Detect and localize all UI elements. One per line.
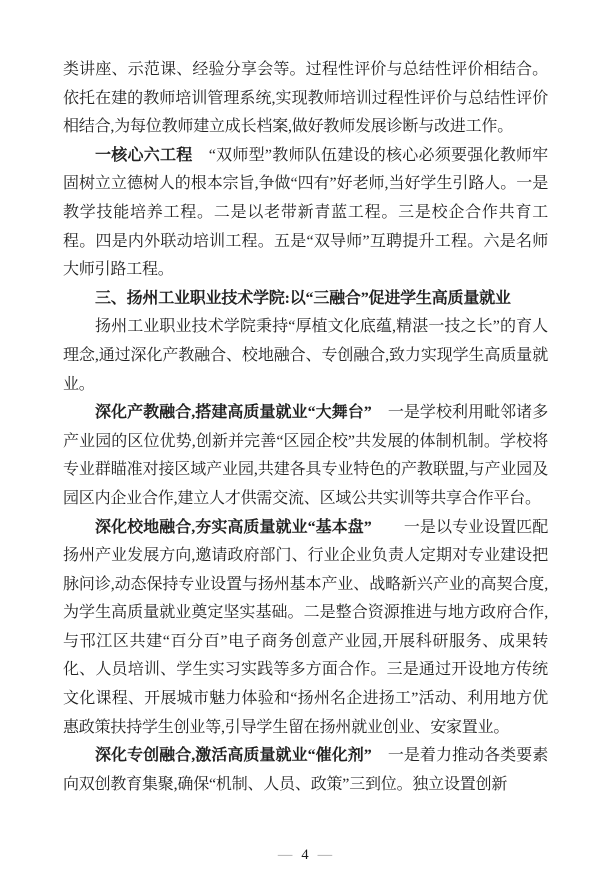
paragraph [63, 56, 548, 142]
bold-text-run: 深化专创融合,激活高质量就业“催化剂” [95, 747, 372, 765]
bold-text-run: 三、扬州工业职业技术学院:以“三融合”促进学生高质量就业 [95, 289, 511, 307]
text-run: 类讲座、示范课、经验分享会等。过程性评价与总结性评价相结合。依托在建的教师培训管理系统,实现教师培训过程性评价与总结性评价相结合,为每位教师建立成长档案,做好教师发展诊断与改进工作。 [63, 61, 548, 136]
paragraph [63, 142, 548, 285]
text-run: “双师型”教师队伍建设的核心必须要强化教师牢固树立立德树人的根本宗旨,争做“四有”好老师,当好学生引路人。一是教学技能培养工程。二是以老带新青蓝工程。三是校企合作共育工程。四是内外联动培训工程。五是“双导师”互聘提升工程。六是名师大师引路工程。 [63, 146, 548, 279]
page-number: 4 [301, 847, 309, 863]
text-run: 一是学校利用毗邻诸多产业园的区位优势,创新并完善“区园企校”共发展的体制机制。学校将专业群瞄准对接区域产业园,共建各具专业特色的产教联盟,与产业园及园区内企业合作,建立人才供需交流、区域公共实训等共享合作平台。 [63, 404, 548, 507]
text-run: 一是着力推动各类要素向双创教育集聚,确保“机制、人员、政策”三到位。独立设置创新 [63, 747, 548, 793]
paragraph [63, 399, 548, 513]
footer-dash-right: — [317, 847, 333, 863]
bold-text-run: 深化产教融合,搭建高质量就业“大舞台” [95, 404, 372, 422]
paragraph [63, 313, 548, 399]
bold-text-run: 深化校地融合,夯实高质量就业“基本盘” [95, 518, 372, 536]
paragraph [63, 742, 548, 799]
section-heading [63, 285, 548, 314]
page-footer [0, 845, 610, 865]
bold-text-run: 一核心六工程 [95, 146, 193, 164]
paragraph [63, 514, 548, 743]
text-run: 扬州工业职业技术学院秉持“厚植文化底蕴,精湛一技之长”的育人理念,通过深化产教融合、校地融合、专创融合,致力实现学生高质量就业。 [63, 318, 548, 393]
text-run: 一是以专业设置匹配扬州产业发展方向,邀请政府部门、行业企业负责人定期对专业建设把脉问诊,动态保持专业设置与扬州基本产业、战略新兴产业的高契合度,为学生高质量就业奠定坚实基础。二是整合资源推进与地方政府合作,与邗江区共建“百分百”电子商务创意产业园,开展科研服务、成果转化、人员培训、学生实习实践等多方面合作。三是通过开设地方传统文化课程、开展城市魅力体验和“扬州名企进扬工”活动、利用地方优惠政策扶持学生创业等,引导学生留在扬州就业创业、安家置业。 [63, 518, 548, 736]
footer-dash-left: — [277, 847, 293, 863]
document-body [63, 56, 548, 799]
